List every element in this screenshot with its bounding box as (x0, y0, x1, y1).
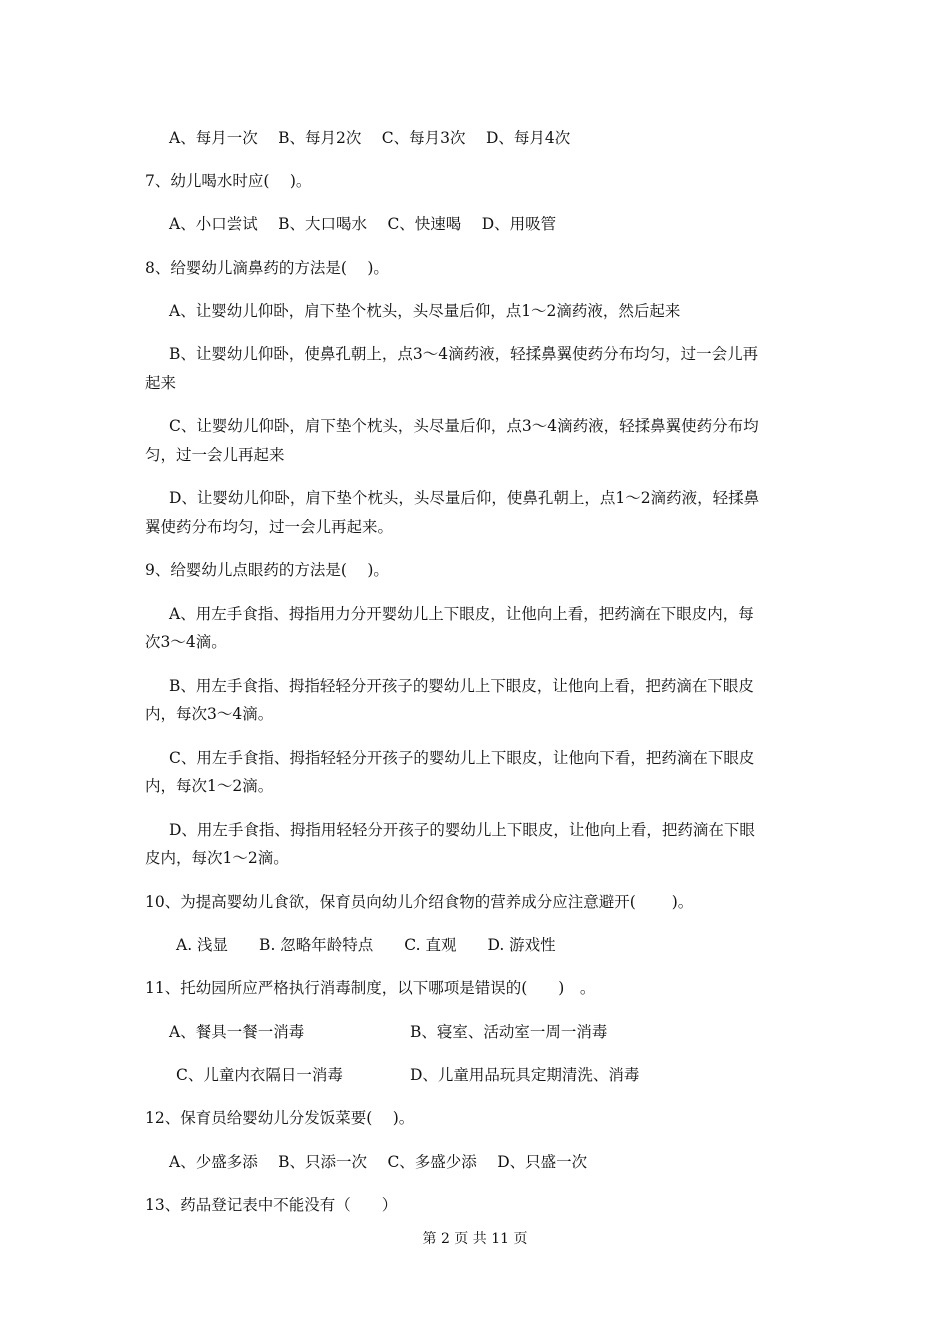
q6-options: A、每月一次 B、每月2次 C、每月3次 D、每月4次 (169, 129, 571, 147)
q8-option-b-line1: B、让婴幼儿仰卧，使鼻孔朝上，点3～4滴药液，轻揉鼻翼使药分布均匀，过一会儿再 (169, 345, 759, 363)
page-footer: 第 2 页 共 11 页 (422, 1231, 528, 1247)
q10-options: A. 浅显 B. 忽略年龄特点 C. 直观 D. 游戏性 (176, 936, 556, 954)
q8-option-d-line1: D、让婴幼儿仰卧，肩下垫个枕头，头尽量后仰，使鼻孔朝上，点1～2滴药液，轻揉鼻 (169, 489, 760, 507)
q9-option-a-line1: A、用左手食指、拇指用力分开婴幼儿上下眼皮，让他向上看，把药滴在下眼皮内，每 (169, 605, 754, 623)
q9-option-c-line2: 内，每次1～2滴。 (145, 777, 274, 795)
q13-stem: 13、药品登记表中不能没有（ ） (145, 1196, 398, 1214)
q9-option-d-line2: 皮内，每次1～2滴。 (145, 849, 289, 867)
q9-stem: 9、给婴幼儿点眼药的方法是( )。 (145, 561, 389, 579)
q8-stem: 8、给婴幼儿滴鼻药的方法是( )。 (145, 259, 389, 277)
q8-option-c-line1: C、让婴幼儿仰卧，肩下垫个枕头，头尽量后仰，点3～4滴药液，轻揉鼻翼使药分布均 (169, 417, 759, 435)
q12-stem: 12、保育员给婴幼儿分发饭菜要( )。 (145, 1109, 415, 1127)
q11-options-row2 (176, 1065, 876, 1085)
q11-option-d: D、儿童用品玩具定期清洗、消毒 (410, 1066, 640, 1084)
q11-options-row1 (169, 1022, 869, 1042)
q9-option-b-line2: 内，每次3～4滴。 (145, 705, 274, 723)
q10-stem: 10、为提高婴幼儿食欲，保育员向幼儿介绍食物的营养成分应注意避开( )。 (145, 893, 694, 911)
q7-stem: 7、幼儿喝水时应( )。 (145, 172, 312, 190)
q8-option-a: A、让婴幼儿仰卧，肩下垫个枕头，头尽量后仰，点1～2滴药液，然后起来 (169, 302, 681, 320)
q9-option-a-line2: 次3～4滴。 (145, 633, 227, 651)
q9-option-d-line1: D、用左手食指、拇指用轻轻分开孩子的婴幼儿上下眼皮，让他向上看，把药滴在下眼 (169, 821, 755, 839)
q11-option-c: C、儿童内衣隔日一消毒 (176, 1066, 343, 1084)
q11-stem: 11、托幼园所应严格执行消毒制度，以下哪项是错误的( ) 。 (145, 979, 596, 997)
q9-option-c-line1: C、用左手食指、拇指轻轻分开孩子的婴幼儿上下眼皮，让他向下看，把药滴在下眼皮 (169, 749, 755, 767)
q8-option-d-line2: 翼使药分布均匀，过一会儿再起来。 (145, 518, 394, 536)
q11-option-a: A、餐具一餐一消毒 (169, 1023, 305, 1041)
q12-options: A、少盛多添 B、只添一次 C、多盛少添 D、只盛一次 (169, 1153, 588, 1171)
q7-options: A、小口尝试 B、大口喝水 C、快速喝 D、用吸管 (169, 215, 557, 233)
q8-option-c-line2: 匀，过一会儿再起来 (145, 446, 285, 464)
q11-option-b: B、寝室、活动室一周一消毒 (410, 1023, 608, 1041)
q8-option-b-line2: 起来 (145, 374, 177, 392)
q9-option-b-line1: B、用左手食指、拇指轻轻分开孩子的婴幼儿上下眼皮，让他向上看，把药滴在下眼皮 (169, 677, 754, 695)
